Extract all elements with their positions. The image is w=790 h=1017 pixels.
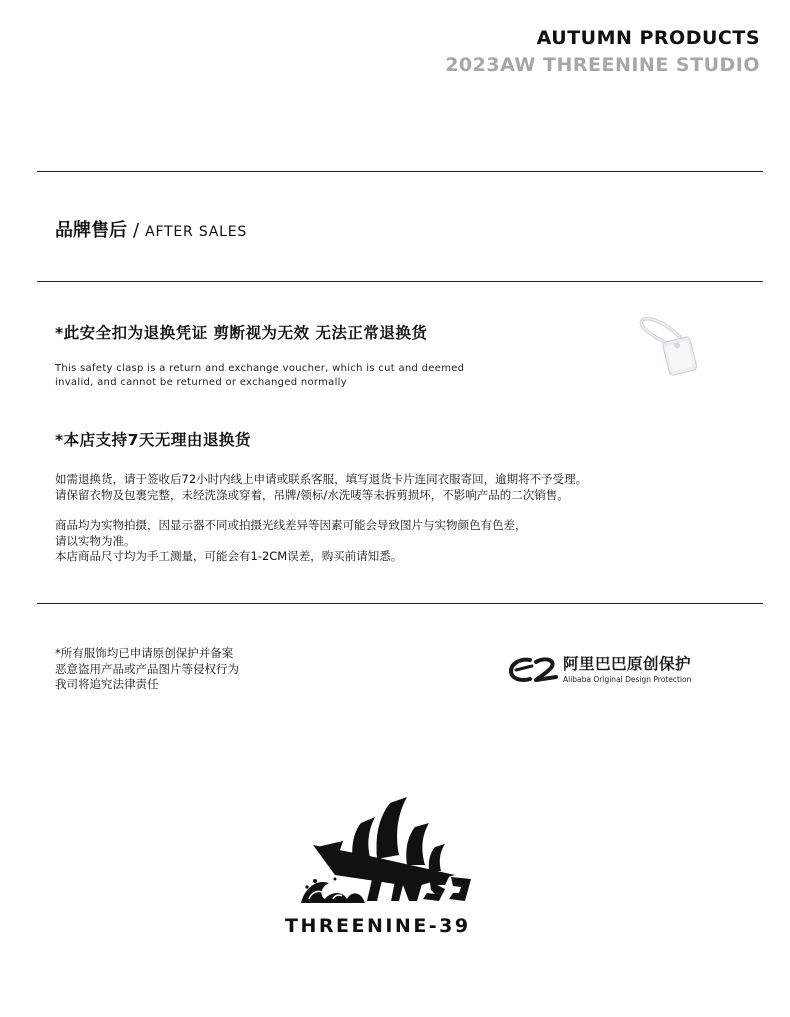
brand-name: THREENINE-39 [285, 915, 471, 937]
return-policy-line: 请保留衣物及包裹完整，未经洗涤或穿着，吊牌/领标/水洗唛等未拆剪损坏，不影响产品的二次销售。 [55, 487, 569, 502]
divider-bottom [37, 603, 763, 604]
header-subtitle: 2023AW THREENINE STUDIO [445, 54, 760, 76]
header-title: AUTUMN PRODUCTS [536, 27, 760, 49]
clasp-heading: *此安全扣为退换凭证 剪断视为无效 无法正常退换货 [55, 324, 428, 342]
return-policy-para-1 [55, 472, 587, 503]
section-title [55, 216, 247, 242]
copyright-notice [55, 646, 239, 693]
return-policy-line: 如需退换货，请于签收后72小时内线上申请或联系客服，填写退货卡片连同衣服寄回，逾期将不予受理。 [55, 472, 588, 486]
return-policy-line: 请以实物为准。 [55, 533, 136, 548]
ship-wave-logo [295, 795, 485, 920]
return-policy-para-2 [55, 518, 527, 565]
section-title-cn: 品牌售后 [55, 220, 127, 241]
alibaba-logo-icon [508, 655, 562, 685]
section-title-en: AFTER SALES [145, 224, 248, 240]
divider-section [37, 281, 763, 282]
return-policy-heading: *本店支持7天无理由退换货 [55, 431, 251, 449]
copyright-line: *所有服饰均已申请原创保护并备案 [55, 646, 234, 660]
copyright-line: 我司将追究法律责任 [55, 677, 159, 691]
alibaba-name-cn: 阿里巴巴原创保护 [563, 655, 692, 673]
alibaba-name-en: Alibaba Original Design Protection [563, 675, 692, 684]
clasp-description: This safety clasp is a return and exchange voucher, which is cut and deemed invalid, and cannot be returned or exchanged normally [55, 363, 465, 388]
divider-top [37, 171, 763, 172]
copyright-line: 恶意盗用产品或产品图片等侵权行为 [55, 661, 239, 676]
return-policy-line: 商品均为实物拍摄，因显示器不同或拍摄光线差异等因素可能会导致图片与实物颜色有色差， [55, 518, 527, 532]
return-policy-line: 本店商品尺寸均为手工测量，可能会有1-2CM误差，购买前请知悉。 [55, 549, 403, 563]
section-title-separator: / [133, 220, 140, 241]
safety-clasp-image [636, 313, 702, 379]
